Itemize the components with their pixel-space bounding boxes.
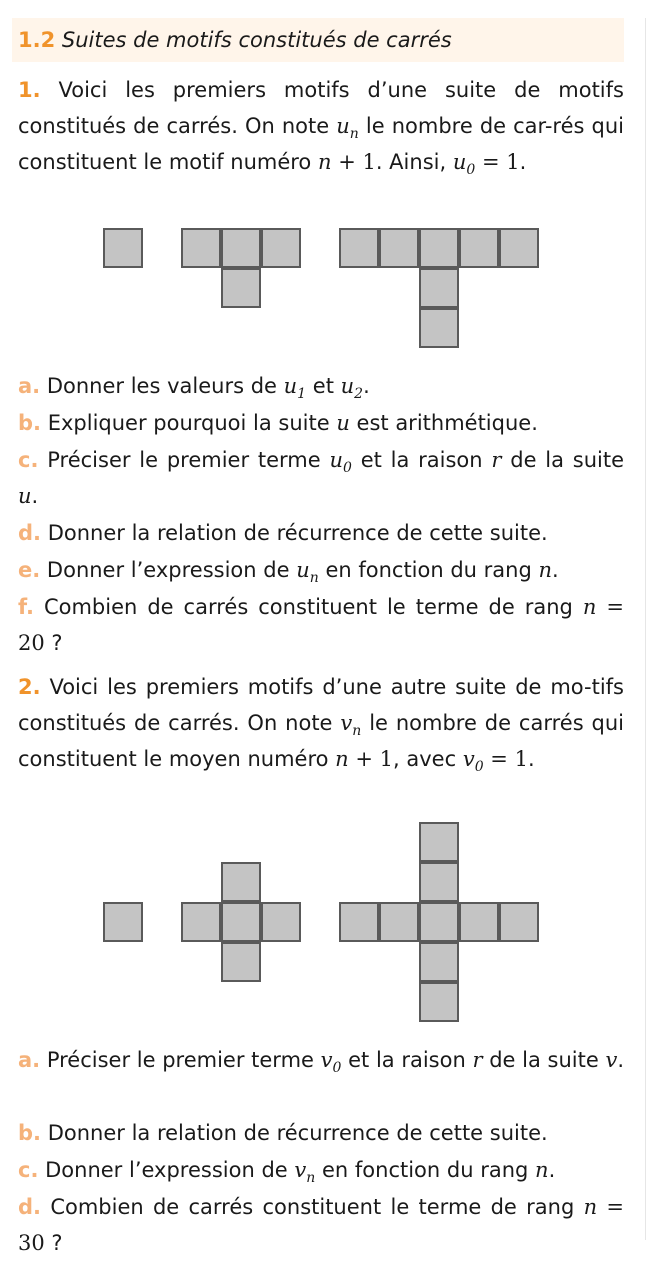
ex1-item-b: b. Expliquer pourquoi la suite u est arithmétique. [18,411,538,435]
square [499,902,539,942]
section-header [12,18,624,62]
section-number: 1.2 [18,28,56,52]
square [181,228,221,268]
square [419,822,459,862]
ex2-item-a: a. Préciser le premier terme $v_0$ et la raison r de la suite v. [18,1048,624,1077]
ex2-item-d: d. Combien de carrés constituent le terme de rang n = 30 ? [18,1195,624,1255]
square [459,228,499,268]
ex1-item-a: a. Donner les valeurs de $u_1$ et $u_2$. [18,374,370,403]
square [419,308,459,348]
square [221,268,261,308]
square [103,902,143,942]
square [419,862,459,902]
ex2-intro: 2. Voici les premiers motifs d’une autre suite de mo-tifs constitués de carrés. On note $v_n$ le nombre de carrés qui constituent le moyen numéro n + 1, avec $v_0 = 1$. [18,675,625,776]
square [221,228,261,268]
section-title: Suites de motifs constitués de carrés [61,28,452,52]
ex2-item-c: c. Donner l’expression de $v_n$ en fonction du rang n. [18,1158,556,1187]
margin-rule [645,18,646,1240]
square [379,228,419,268]
square [339,228,379,268]
square [379,902,419,942]
square [221,862,261,902]
ex1-intro: 1. Voici les premiers motifs d’une suite de motifs constitués de carrés. On note $u_n$ le nombre de car-rés qui constituent le motif numéro n + 1. Ainsi, $u_0 = 1$. [18,78,624,179]
square [419,268,459,308]
ex1-item-c: c. Préciser le premier terme $u_0$ et la raison r de la suite u. [18,448,624,508]
square [261,902,301,942]
ex1-item-e: e. Donner l’expression de $u_n$ en fonction du rang n. [18,558,559,587]
ex2-number: 2. [18,675,41,699]
ex1-number: 1. [18,78,41,102]
square [419,942,459,982]
square [419,228,459,268]
square [339,902,379,942]
square [221,942,261,982]
square [499,228,539,268]
square [419,982,459,1022]
square [181,902,221,942]
square [459,902,499,942]
ex2-item-b: b. Donner la relation de récurrence de cette suite. [18,1121,548,1145]
ex1-item-d: d. Donner la relation de récurrence de cette suite. [18,521,548,545]
square [221,902,261,942]
square [261,228,301,268]
square [419,902,459,942]
ex1-item-f: f. Combien de carrés constituent le terme de rang n = 20 ? [18,595,624,655]
square [103,228,143,268]
